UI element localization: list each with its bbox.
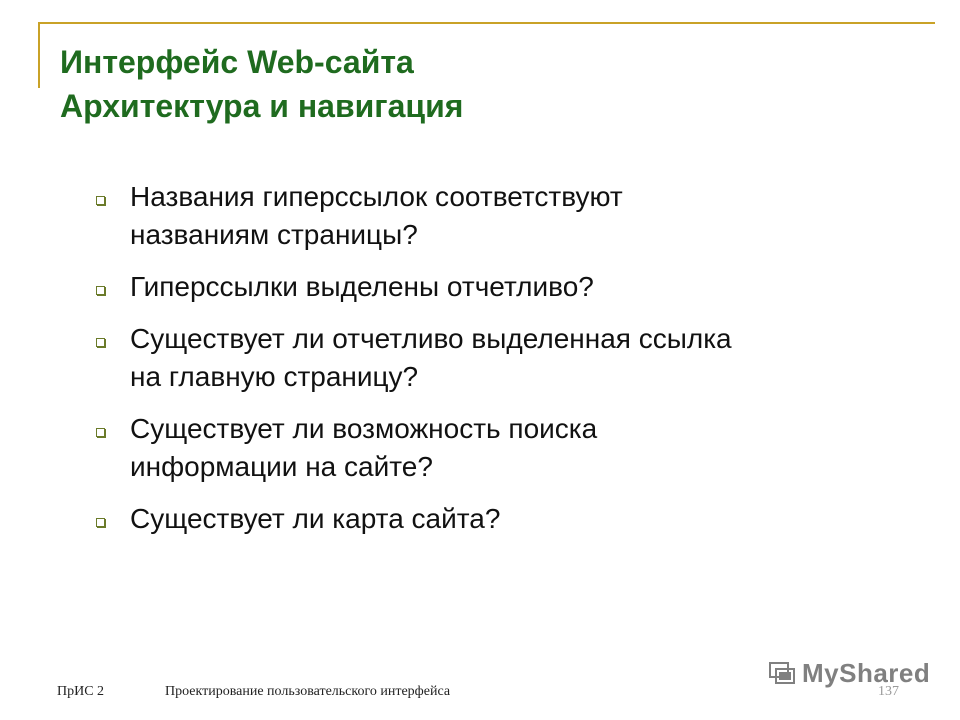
bullet-item-1	[96, 178, 926, 254]
bullet-item-5	[96, 500, 926, 538]
bullet-square-icon	[96, 428, 105, 437]
bullet-item-3	[96, 320, 926, 396]
bullet-text-3b: на главную страницу?	[130, 361, 419, 392]
footer-left-text: ПрИС 2	[57, 684, 105, 699]
slide-title	[60, 40, 463, 128]
slide-title-line-1: Интерфейс Web-сайта	[60, 44, 414, 80]
bullet-text-1b: названиям страницы?	[130, 219, 418, 250]
bullet-item-2	[96, 268, 926, 306]
bullet-text-5a: Существует ли карта сайта?	[130, 503, 501, 534]
footer-page-number: 137	[878, 684, 899, 699]
myshared-logo	[768, 655, 938, 691]
slide-title-line-2: Архитектура и навигация	[60, 88, 464, 124]
bullet-text-4b: информации на сайте?	[130, 451, 433, 482]
logo-text: MyShared	[802, 658, 931, 688]
frame-top-line	[38, 22, 935, 24]
bullet-text-3a: Существует ли отчетливо выделенная ссылка	[130, 323, 732, 354]
bullet-square-icon	[96, 286, 105, 295]
bullet-text-1a: Названия гиперссылок соответствуют	[130, 181, 623, 212]
bullet-list	[96, 178, 926, 552]
footer-center-text: Проектирование пользовательского интерфейса	[165, 684, 451, 699]
bullet-square-icon	[96, 196, 105, 205]
myshared-logo-icon	[768, 659, 796, 687]
bullet-text-2a: Гиперссылки выделены отчетливо?	[130, 271, 594, 302]
frame-left-line	[38, 22, 40, 88]
bullet-item-4	[96, 410, 926, 486]
bullet-square-icon	[96, 338, 105, 347]
bullet-square-icon	[96, 518, 105, 527]
bullet-text-4a: Существует ли возможность поиска	[130, 413, 598, 444]
